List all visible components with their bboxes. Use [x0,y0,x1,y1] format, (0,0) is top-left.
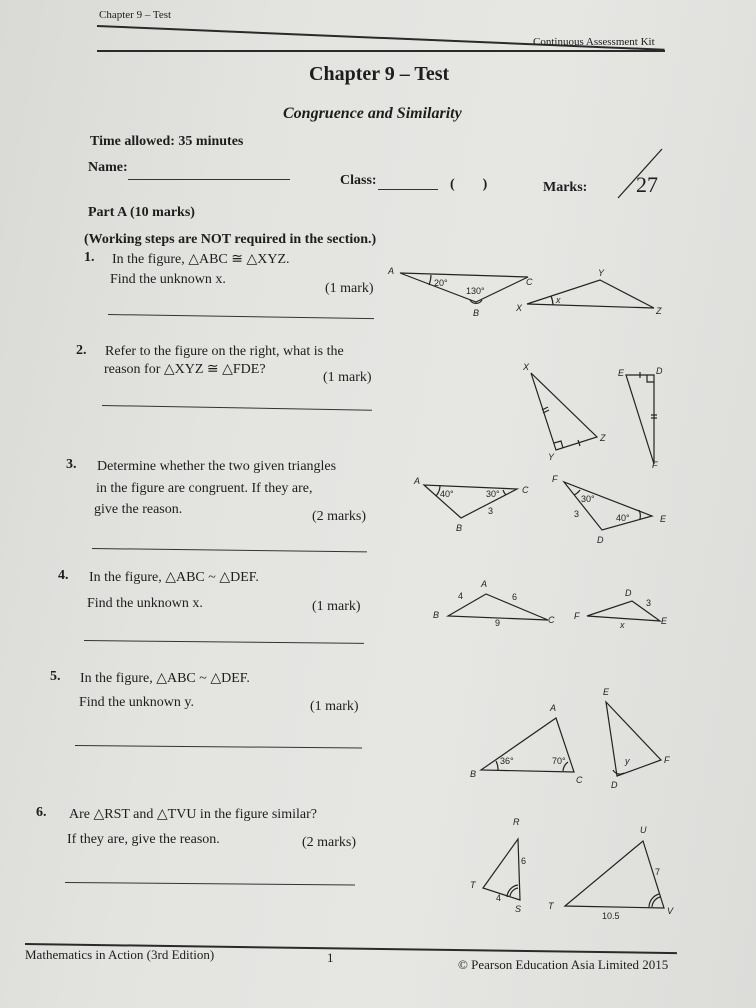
q5-number: 5. [50,669,61,684]
svg-text:x: x [620,620,625,630]
q6-answer-line[interactable] [65,882,355,886]
svg-text:V: V [667,906,674,916]
class-number-paren: ( ) [450,177,488,192]
svg-text:130°: 130° [466,286,485,296]
svg-text:B: B [456,523,463,533]
part-note: (Working steps are NOT required in the section.) [84,232,377,247]
svg-text:D: D [611,780,618,790]
svg-text:T: T [548,901,554,911]
svg-text:U: U [640,825,647,835]
q6-number: 6. [36,805,47,820]
q2-figure [514,360,684,472]
svg-text:Z: Z [656,306,662,316]
svg-text:Y: Y [598,268,605,278]
q2-marks: (1 mark) [323,370,372,385]
svg-text:D: D [656,366,663,376]
svg-text:7: 7 [655,867,661,877]
svg-text:30°: 30° [486,489,500,499]
page-title: Chapter 9 – Test [309,63,450,85]
q1-number: 1. [84,250,95,265]
q4-answer-line[interactable] [84,640,364,644]
q5-marks: (1 mark) [310,699,359,714]
svg-text:X: X [523,362,530,372]
q5-answer-line[interactable] [75,745,362,749]
svg-text:y: y [625,756,630,766]
time-allowed: Time allowed: 35 minutes [90,134,244,149]
svg-text:6: 6 [521,856,527,866]
q4-marks: (1 mark) [312,599,361,614]
svg-text:E: E [618,368,625,378]
svg-text:R: R [513,817,520,827]
q1-figure [386,264,676,328]
running-header-left: Chapter 9 – Test [99,9,172,21]
svg-text:Z: Z [600,433,606,443]
q3-text-2: in the figure are congruent. If they are, [96,481,313,496]
svg-text:C: C [526,277,533,287]
svg-text:E: E [660,514,667,524]
q4-figure [424,574,684,634]
q3-answer-line[interactable] [92,548,367,552]
svg-text:20°: 20° [434,278,448,288]
q2-answer-line[interactable] [102,405,372,411]
svg-text:T: T [470,880,476,890]
svg-text:A: A [481,579,488,589]
svg-text:6: 6 [512,592,518,602]
q1-marks: (1 mark) [325,281,374,296]
svg-text:30°: 30° [581,494,595,504]
q4-text-2: Find the unknown x. [87,596,203,611]
running-header-right: Continuous Assessment Kit [533,36,655,48]
q4-text: In the figure, △ABC ~ △DEF. [89,570,259,585]
svg-text:70°: 70° [552,756,566,766]
svg-text:C: C [522,485,529,495]
svg-text:Y: Y [548,452,555,462]
name-label: Name: [88,160,128,175]
svg-text:D: D [625,588,632,598]
svg-text:B: B [473,308,480,318]
svg-text:10.5: 10.5 [602,911,620,921]
svg-text:9: 9 [495,618,501,628]
page-number: 1 [327,950,334,965]
q2-text: Refer to the figure on the right, what is the [105,344,344,359]
svg-text:E: E [661,616,668,626]
svg-text:B: B [433,610,440,620]
svg-text:4: 4 [458,591,464,601]
footer-copyright: © Pearson Education Asia Limited 2015 [458,957,669,972]
svg-text:F: F [574,611,580,621]
svg-text:3: 3 [488,506,494,516]
q5-text-2: Find the unknown y. [79,695,194,710]
svg-text:F: F [652,460,658,470]
svg-text:40°: 40° [616,513,630,523]
svg-text:A: A [414,476,421,486]
svg-text:3: 3 [646,598,652,608]
svg-text:B: B [470,769,477,779]
svg-text:A: A [388,266,395,276]
q4-number: 4. [58,568,69,583]
svg-text:40°: 40° [440,489,454,499]
q2-text-2: reason for △XYZ ≅ △FDE? [104,362,266,377]
footer-book-title: Mathematics in Action (3rd Edition) [25,947,215,962]
q6-text-2: If they are, give the reason. [67,832,220,847]
q5-text: In the figure, △ABC ~ △DEF. [80,671,250,686]
svg-text:3: 3 [574,509,580,519]
svg-text:x: x [556,295,561,305]
svg-text:A: A [550,703,557,713]
marks-total: 27 [636,172,658,197]
q3-text: Determine whether the two given triangles [97,459,337,474]
svg-text:X: X [516,303,523,313]
q5-figure [464,676,684,796]
part-title: Part A (10 marks) [88,205,195,220]
svg-text:C: C [576,775,583,785]
marks-label: Marks: [543,180,588,195]
q6-marks: (2 marks) [302,835,357,850]
svg-text:E: E [603,687,610,697]
q2-number: 2. [76,343,87,358]
svg-text:C: C [548,615,555,625]
svg-text:F: F [552,474,558,484]
page-subtitle: Congruence and Similarity [283,105,462,122]
q6-text: Are △RST and △TVU in the figure similar? [69,807,317,822]
q3-number: 3. [66,457,77,472]
svg-text:4: 4 [496,893,502,903]
class-label: Class: [340,173,377,188]
q3-figure [404,470,694,550]
svg-text:D: D [597,535,604,545]
class-field[interactable] [378,189,438,190]
svg-text:F: F [664,755,670,765]
q1-text: In the figure, △ABC ≅ △XYZ. [112,252,290,267]
q6-figure [452,808,692,928]
q1-answer-line[interactable] [108,314,374,319]
header-rule-2 [97,50,665,52]
q3-marks: (2 marks) [312,509,367,524]
name-field[interactable] [128,179,290,180]
svg-text:36°: 36° [500,756,514,766]
q1-text-2: Find the unknown x. [110,272,226,287]
q3-text-3: give the reason. [94,502,183,517]
svg-text:S: S [515,904,522,914]
